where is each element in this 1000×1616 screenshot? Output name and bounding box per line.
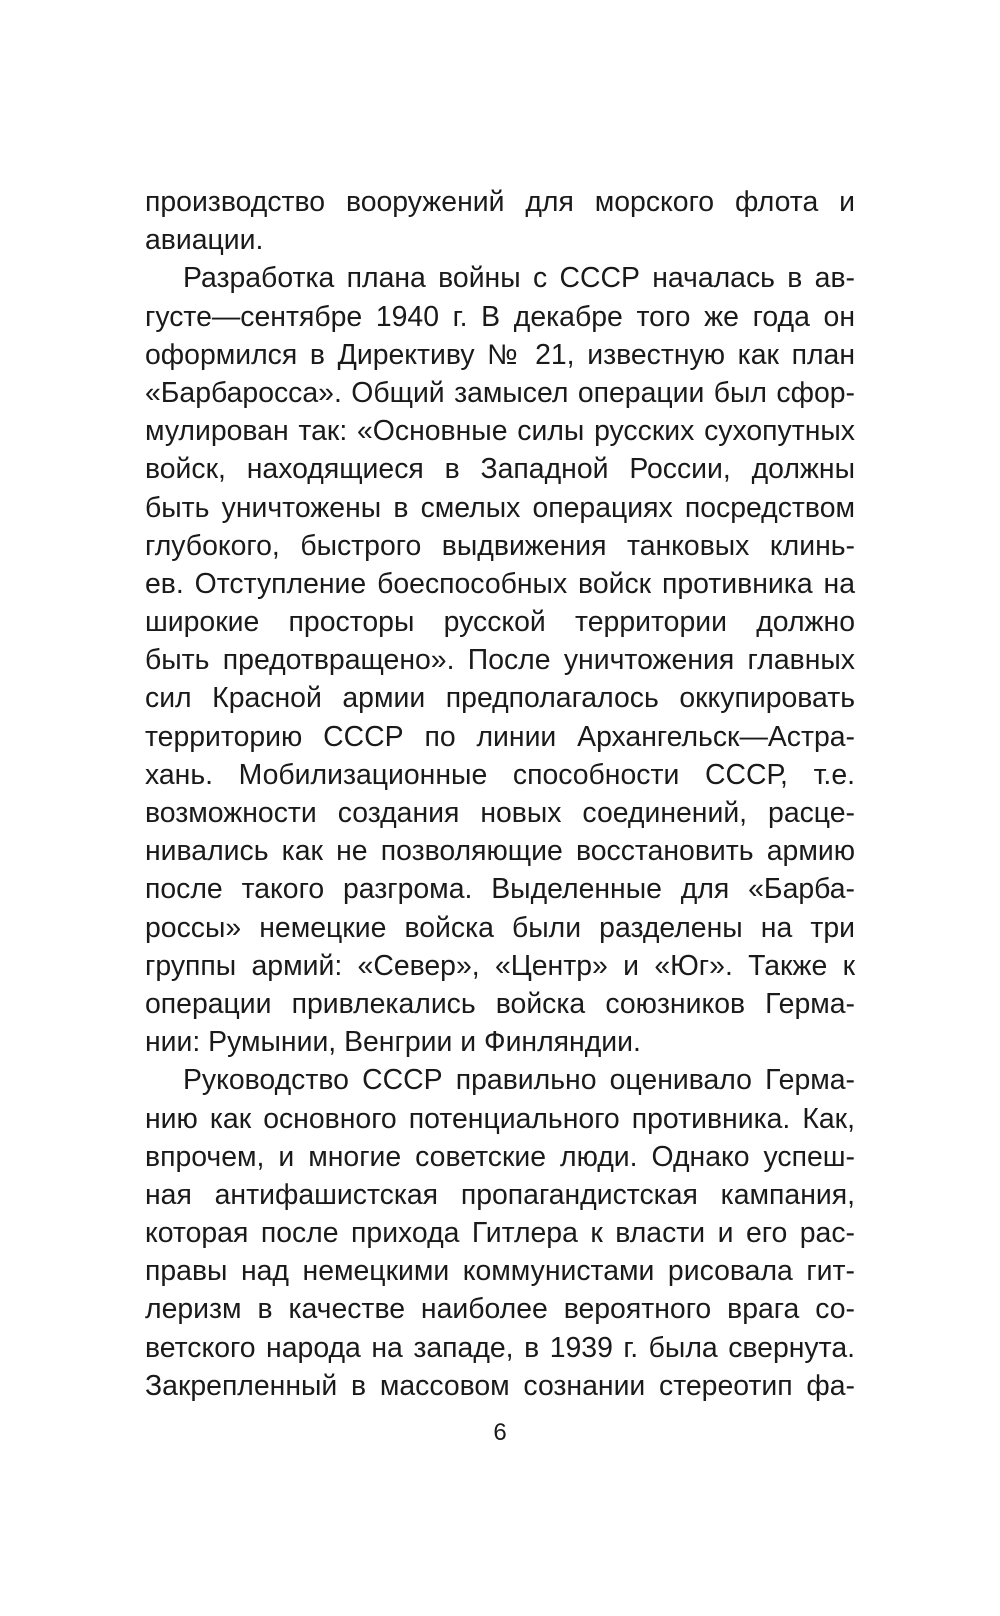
text-line: россы» немецкие войска были разделены на три	[145, 911, 855, 944]
text-line: правы над немецкими коммунистами рисовала гит-	[145, 1255, 855, 1288]
text-line: «Барбаросса». Общий замысел операции был сфор-	[145, 376, 855, 409]
text-line: мулирован так: «Основные силы русских сухопутных	[145, 415, 855, 448]
text-line: группы армий: «Север», «Центр» и «Юг». Также к	[145, 949, 855, 982]
text-line: возможности создания новых соединений, расце-	[145, 797, 855, 829]
text-line: Разработка плана войны с СССР началась в ав-	[183, 262, 855, 295]
text-line: Руководство СССР правильно оценивало Герма-	[183, 1064, 855, 1097]
text-line: быть уничтожены в смелых операциях посредством	[145, 491, 855, 524]
text-line: нии: Румынии, Венгрии и Финляндии.	[145, 1026, 641, 1059]
text-line: после такого разгрома. Выделенные для «Барба-	[145, 873, 855, 906]
text-line: авиации.	[145, 224, 264, 257]
text-line: ная антифашистская пропагандистская кампания,	[145, 1178, 855, 1211]
text-line: которая после прихода Гитлера к власти и его рас-	[145, 1217, 855, 1250]
text-line: леризм в качестве наиболее вероятного врага со-	[145, 1293, 855, 1326]
text-line: оформился в Директиву № 21, известную как план	[145, 338, 855, 371]
text-line: операции привлекались войска союзников Герма-	[145, 987, 855, 1020]
text-line: сил Красной армии предполагалось оккупировать	[145, 682, 855, 715]
text-line: войск, находящиеся в Западной России, должны	[145, 453, 855, 486]
text-line: территорию СССР по линии Архангельск—Астра-	[145, 720, 855, 753]
body-text	[145, 183, 855, 1405]
text-line: Закрепленный в массовом сознании стереотип фа-	[145, 1369, 855, 1402]
text-line: ветского народа на западе, в 1939 г. была свернута.	[145, 1331, 855, 1364]
text-line: ев. Отступление боеспособных войск противника на	[145, 567, 855, 600]
text-line: впрочем, и многие советские люди. Однако успеш-	[145, 1140, 855, 1173]
text-line: густе—сентябре 1940 г. В декабре того же года он	[145, 300, 855, 333]
text-line: нию как основного потенциального противника. Как,	[145, 1102, 855, 1135]
text-line: нивались как не позволяющие восстановить армию	[145, 835, 855, 868]
page-number: 6	[493, 1419, 507, 1446]
text-line: производство вооружений для морского флота и	[145, 186, 855, 218]
text-line: широкие просторы русской территории должно	[145, 606, 855, 639]
text-line: быть предотвращено». После уничтожения главных	[145, 644, 855, 677]
text-line: хань. Мобилизационные способности СССР, т.е.	[145, 758, 855, 791]
text-line: глубокого, быстрого выдвижения танковых клинь-	[145, 529, 855, 562]
